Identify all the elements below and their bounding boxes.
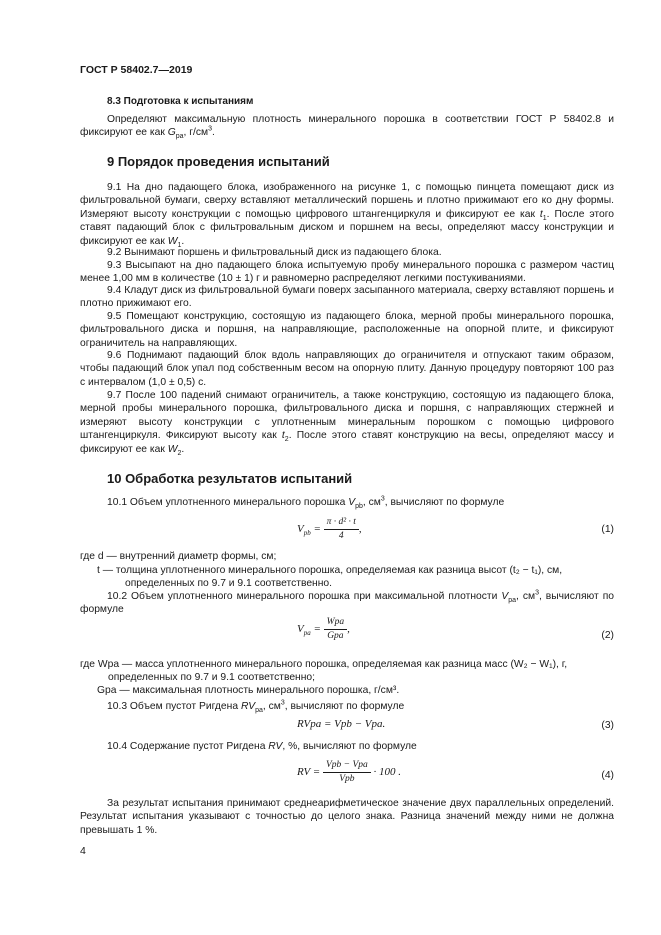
sub: pb: [355, 503, 363, 511]
sub: 2: [177, 449, 182, 457]
section-8-3-title: 8.3 Подготовка к испытаниям: [107, 96, 254, 107]
text: 10.3 Объем пустот Ригдена: [107, 701, 241, 712]
sub: 2: [284, 436, 289, 444]
paragraph-9-6: 9.6 Поднимают падающий блок вдоль направляющих до ограничителя и отпускают таким образом, чтобы падающий блок упал под собственным весом на опорную плиту. Данную процедуру повторяют 100 раз с интервалом (1,0 ± 0,5) с.: [80, 350, 614, 388]
section-10-title: 10 Обработка результатов испытаний: [107, 471, 353, 486]
paragraph-9-1: [80, 181, 614, 248]
equation-2-number: (2): [601, 630, 614, 641]
eq4-lhs: RV: [297, 766, 311, 779]
sub: pa: [175, 133, 184, 141]
text: Определяют максимальную плотность минерального порошка в соответствии ГОСТ Р 58402.8 и фиксируют ее как: [80, 114, 614, 139]
sup: 3: [208, 125, 213, 133]
sub: 1: [542, 214, 547, 222]
sub: pa: [508, 597, 516, 605]
text: , вычисляют по формуле: [384, 497, 505, 508]
page-number: 4: [80, 845, 86, 857]
equation-1-number: (1): [601, 524, 614, 535]
text: , %, вычисляют по формуле: [282, 741, 417, 752]
text: .: [212, 127, 215, 139]
paragraph-9-3: 9.3 Высыпают на дно падающего блока испытуемую пробу минерального порошка с размером частиц менее 1,00 мм в количестве (10 ± 1) г и равномерно распределяют легкими постукиваниями.: [80, 260, 614, 285]
eq1-tail: ,: [358, 523, 362, 536]
section-9-title: 9 Порядок проведения испытаний: [107, 154, 330, 169]
definition-w-text: где Wpa — масса уплотненного минерального порошка, определяемая как разница масс (W₂ − W₁), г, определенных по 9.7 и 9.1 соответственно;: [80, 659, 568, 684]
text: 10.2 Объем уплотненного минерального порошка при максимальной плотности: [107, 591, 502, 602]
paragraph-9-5: 9.5 Помещают конструкцию, состоящую из падающего блока, мерной пробы минерального порошка, фильтровального диска и поршня, на направляющие, расположенные на опорной плите, и фиксируют ограничитель на направляющих.: [80, 311, 614, 349]
definition-t: [97, 564, 614, 591]
text: .: [181, 235, 185, 247]
var-rv: RV: [240, 701, 256, 712]
var-t: t: [281, 430, 285, 442]
text: , г/см: [183, 127, 209, 139]
text: , см: [362, 497, 381, 508]
eq2-lhs: V: [297, 623, 304, 636]
eq4-numerator: Vpb − Vpa: [323, 760, 371, 773]
var-v: V: [501, 591, 509, 602]
equation-2: $V_{pa}$ = $\frac{\text{Wpa}}{\text{Gpa}}$ ,: [297, 617, 350, 641]
text: , вычисляют по формуле: [80, 591, 615, 616]
text: , вычисляют по формуле: [284, 701, 405, 712]
var-rv: RV: [268, 741, 283, 752]
text: .: [181, 443, 185, 455]
var-w: W: [167, 443, 178, 455]
paragraph-9-7: [80, 389, 614, 456]
sup: 3: [280, 699, 285, 707]
var-v: V: [348, 497, 356, 508]
paragraph-10-4: [80, 740, 614, 753]
text: . После этого ставят падающий блок с фильтровальным диском и поршнем на весы, определяют массу конструкции и фиксируют ее как: [80, 208, 614, 247]
eq4-tail: · 100 .: [373, 766, 402, 779]
text: , см: [516, 591, 536, 602]
document-header: ГОСТ Р 58402.7—2019: [80, 64, 193, 76]
eq2-tail: ,: [347, 623, 350, 636]
eq4-denominator: Vpb: [339, 774, 355, 784]
sup: 3: [535, 589, 539, 597]
paragraph-10-2: [80, 590, 614, 617]
definition-d: где d — внутренний диаметр формы, см;: [80, 551, 277, 562]
equation-3: RVpa = Vpb − Vpa.: [297, 718, 386, 730]
paragraph-9-2: 9.2 Вынимают поршень и фильтровальный диск из падающего блока.: [107, 247, 442, 258]
eq2-lhs-sub: pa: [303, 629, 311, 638]
final-paragraph: За результат испытания принимают среднеарифметическое значение двух параллельных определений. Результат испытания указывают с точностью до целого знака. Разница значений между ними не должна превышать 1 %.: [80, 798, 614, 836]
paragraph-10-3: [80, 700, 614, 713]
equation-1: $V_{pb}$ = $\frac{\text{π · d² · t}}{4}$ ,: [297, 517, 362, 541]
definition-g: Gpa — максимальная плотность минерального порошка, г/см³.: [97, 685, 400, 696]
text: , см: [262, 701, 281, 712]
eq1-numerator: π · d² · t: [324, 517, 359, 530]
sub: 1: [177, 241, 182, 249]
eq1-lhs-sub: pb: [303, 529, 311, 538]
definition-t-text: t — толщина уплотненного минерального порошка, определяемая как разница высот (t₂ − t₁), см, определенных по 9.7 и 9.1 соответственно.: [97, 565, 563, 590]
sub: pa: [255, 707, 263, 715]
eq1-denominator: 4: [338, 531, 344, 541]
eq2-numerator: Wpa: [324, 617, 347, 630]
var-g: G: [167, 127, 176, 139]
eq1-lhs: V: [297, 523, 304, 536]
equation-4: RV = $\frac{\text{Vpb − Vpa}}{\text{Vpb}}$ · 100 .: [297, 760, 402, 784]
section-8-3-text: [80, 113, 614, 140]
var-w: W: [167, 235, 178, 247]
definition-w: [80, 658, 614, 685]
text: 9.1 На дно падающего блока, изображенного на рисунке 1, с помощью пинцета помещают диск из фильтровальной бумаги, сверху вставляют металлический поршень и плотно прижимают его ко дну формы. Измеряют высоту конструкции с помощью цифрового штангенциркуля и фиксируют ее как: [80, 182, 614, 220]
text: . После этого ставят конструкцию на весы, определяют массу и фиксируют ее как: [80, 430, 614, 455]
equation-4-number: (4): [601, 770, 614, 781]
var-t: t: [539, 208, 543, 220]
paragraph-9-4: 9.4 Кладут диск из фильтровальной бумаги поверх засыпанного материала, сверху вставляют поршень и плотно прижимают его.: [80, 285, 614, 310]
text: 10.4 Содержание пустот Ригдена: [107, 741, 269, 752]
equation-3-number: (3): [601, 720, 614, 731]
sup: 3: [380, 495, 385, 503]
text: 10.1 Объем уплотненного минерального порошка: [107, 497, 349, 508]
eq2-denominator: Gpa: [327, 631, 344, 641]
text: 9.7 После 100 падений снимают ограничитель, а также конструкцию, состоящую из падающего блока, мерной пробы минерального порошка, фильтровального диска и поршня, с направляющих стержней и измеряют высоту конструкции с уплотненным минеральным порошком с помощью цифрового штангенциркуля. Фиксируют высоту как: [80, 390, 614, 442]
paragraph-10-1: [80, 496, 614, 509]
